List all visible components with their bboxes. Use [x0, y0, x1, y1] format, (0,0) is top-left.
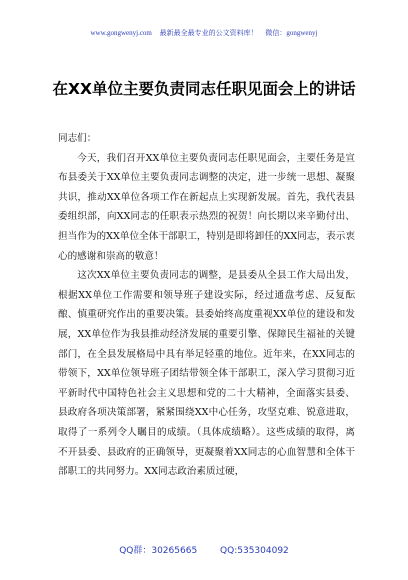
salutation: 同志们：	[58, 133, 97, 144]
wechat-id: 微信：gongwenyj	[265, 29, 318, 37]
site-tagline: 最新最全最专业的公文资料库！	[159, 29, 258, 37]
site-url: www.gongwenyj.com	[90, 29, 152, 37]
qq-contact: QQ:535304092	[220, 546, 289, 556]
site-footer	[0, 545, 408, 557]
paragraph-2: 这次XX单位主要负责同志的调整，是县委从全县工作大局出发，根据XX单位工作需要和领导班子建设实际，经过通盘考虑、反复酝酿、慎重研究作出的重要决策。县委始终高度重视XX单位的建设和发展，XX单位作为我县推动经济发展的重要引擎、保障民生福祉的关键部门，在全县发展格局中具有举足轻重的地位。近年来，在XX同志的带领下，XX单位领导班子团结带领全体干部职工，深入学习贯彻习近平新时代中国特色社会主义思想和党的二十大精神，全面落实县委、县政府各项决策部署，紧紧围绕XX中心任务，攻坚克难、锐意进取，取得了一系列令人瞩目的成绩。（具体成绩略）。这些成绩的取得，离不开县委、县政府的正确领导，更凝聚着XX同志的心血智慧和全体干部职工的共同努力。XX同志政治素质过硬，	[58, 270, 355, 478]
document-title: 在XX单位主要负责同志任职见面会上的讲话	[52, 80, 356, 98]
site-header	[0, 28, 408, 38]
qq-group: QQ群：30265665	[119, 546, 198, 556]
paragraph-1: 今天，我们召开XX单位主要负责同志任职见面会，主要任务是宣布县委关于XX单位主要负责同志调整的决定，进一步统一思想、凝聚共识，推动XX单位各项工作在新起点上实现新发展。首先，我代表县委组织部，向XX同志的任职表示热烈的祝贺！向长期以来辛勤付出、担当作为的XX单位全体干部职工，特别是即将卸任的XX同志，表示衷心的感谢和崇高的敬意！	[58, 152, 355, 262]
document-body	[58, 129, 355, 482]
